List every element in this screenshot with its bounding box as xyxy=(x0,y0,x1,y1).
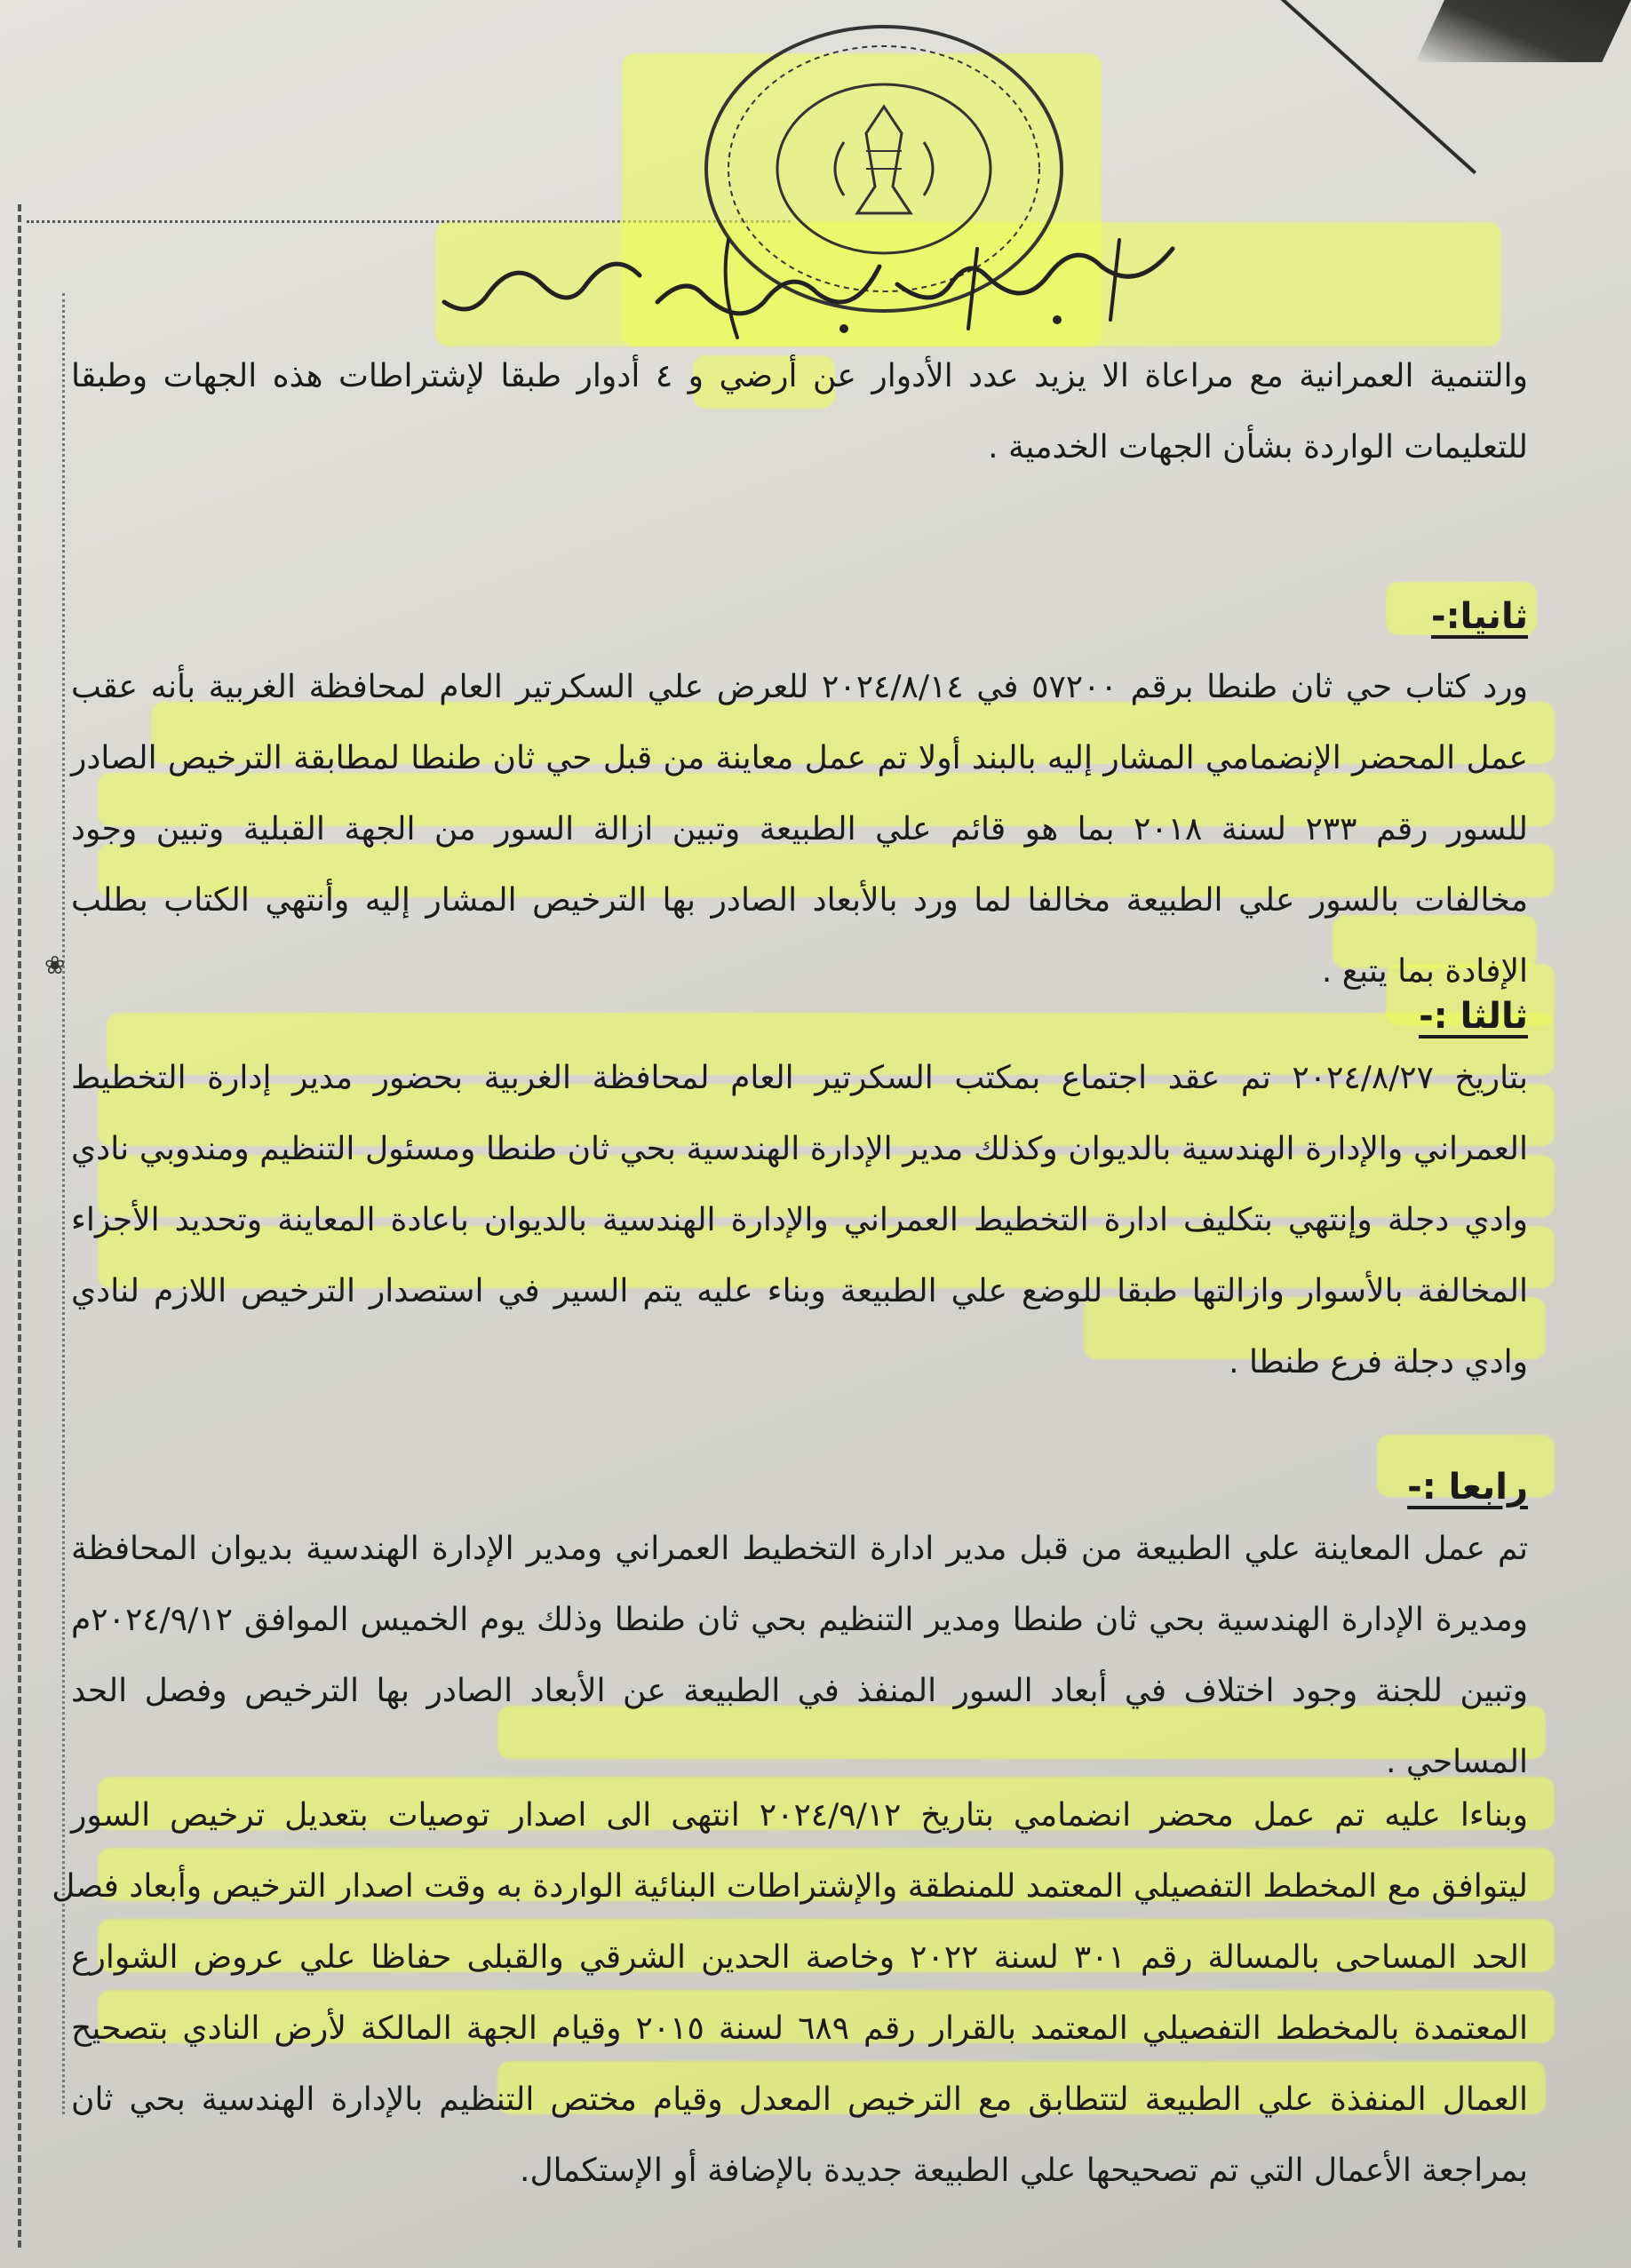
intro-line-2: للتعليمات الواردة بشأن الجهات الخدمية . xyxy=(988,429,1528,466)
s4-line-5: وبناءا عليه تم عمل محضر انضمامي بتاريخ ٢٠٢٤/٩/١٢ انتهى الى اصدار توصيات بتعديل ترخيص السور xyxy=(71,1797,1528,1834)
page-fold-line xyxy=(1237,0,1631,174)
s2-line-2: عمل المحضر الإنضمامي المشار إليه بالبند أولا تم عمل معاينة من قبل حي ثان طنطا لمطابقة الترخيص الصادر xyxy=(71,740,1528,776)
s4-line-4: المساحي . xyxy=(1385,1744,1528,1780)
s3-line-4: المخالفة بالأسوار وازالتها طبقا للوضع علي الطبيعة وبناء عليه يتم السير في استصدار الترخيص اللازم لنادي xyxy=(71,1273,1528,1309)
s4-line-2: ومديرة الإدارة الهندسية بحي ثان طنطا ومدير التنظيم بحي ثان طنطا وذلك يوم الخميس الموافق ٢٠٢٤/٩/١٢م xyxy=(71,1602,1528,1638)
s4-line-1: تم عمل المعاينة علي الطبيعة من قبل مدير ادارة التخطيط العمراني ومدير الإدارة الهندسية بديوان المحافظة xyxy=(71,1531,1528,1567)
s4-line-9: العمال المنفذة علي الطبيعة لتتطابق مع الترخيص المعدل وقيام مختص التنظيم بالإدارة الهندسية بحي ثان xyxy=(71,2081,1528,2118)
s2-line-4: مخالفات بالسور علي الطبيعة مخالفا لما ورد بالأبعاد الصادر بها الترخيص المشار إليه وأنتهي الكتاب بطلب xyxy=(71,882,1528,919)
handwritten-signature xyxy=(435,213,1199,355)
s2-line-3: للسور رقم ٢٣٣ لسنة ٢٠١٨ بما هو قائم علي الطبيعة وتبين ازالة السور من الجهة القبلية وتبين وجود xyxy=(71,811,1528,848)
margin-dotted-line xyxy=(62,293,65,2114)
s3-line-3: وادي دجلة وإنتهي بتكليف ادارة التخطيط العمراني والإدارة الهندسية بالديوان باعادة المعاينة وتحديد الأجزاء xyxy=(71,1202,1528,1238)
s4-line-10: بمراجعة الأعمال التي تم تصحيحها علي الطبيعة جديدة بالإضافة أو الإستكمال. xyxy=(520,2153,1528,2189)
margin-scribble-icon: ❀ xyxy=(44,951,66,980)
s4-line-3: وتبين للجنة وجود اختلاف في أبعاد السور المنفذ في الطبيعة عن الأبعاد الصادر بها الترخيص وفصل الحد xyxy=(71,1673,1528,1709)
section-3-heading: ثالثا :- xyxy=(1419,996,1528,1037)
s3-line-1: بتاريخ ٢٠٢٤/٨/٢٧ تم عقد اجتماع بمكتب السكرتير العام لمحافظة الغربية بحضور مدير إدارة التخطيط xyxy=(71,1060,1528,1096)
margin-punch-line xyxy=(18,204,21,2248)
s4-line-7: الحد المساحى بالمسالة رقم ٣٠١ لسنة ٢٠٢٢ وخاصة الحدين الشرقي والقبلى حفاظا علي عروض الشوارع xyxy=(71,1939,1528,1976)
intro-line-1: والتنمية العمرانية مع مراعاة الا يزيد عدد الأدوار عن أرضي و ٤ أدوار طبقا لإشتراطات هذه الجهات وطبقا xyxy=(71,358,1528,394)
s2-line-1: ورد كتاب حي ثان طنطا برقم ٥٧٢٠٠ في ٢٠٢٤/٨/١٤ للعرض علي السكرتير العام لمحافظة الغربية بأنه عقب xyxy=(71,669,1529,705)
s4-line-8: المعتمدة بالمخطط التفصيلي المعتمد بالقرار رقم ٦٨٩ لسنة ٢٠١٥ وقيام الجهة المالكة لأرض النادي بتصحيح xyxy=(71,2010,1528,2047)
s3-line-2: العمراني والإدارة الهندسية بالديوان وكذلك مدير الإدارة الهندسية بحي ثان طنطا ومسئول التنظيم ومندوبي نادي xyxy=(71,1131,1528,1167)
s2-line-5: الإفادة بما يتبع . xyxy=(1321,953,1528,990)
s3-line-5: وادي دجلة فرع طنطا . xyxy=(1229,1344,1528,1381)
section-4-heading: رابعا :- xyxy=(1407,1467,1528,1508)
section-2-heading: ثانيا:- xyxy=(1430,596,1528,637)
s4-line-6: ليتوافق مع المخطط التفصيلي المعتمد للمنطقة والإشتراطات البنائية الواردة به وقت اصدار الترخيص وأبعاد فصل xyxy=(52,1868,1528,1905)
